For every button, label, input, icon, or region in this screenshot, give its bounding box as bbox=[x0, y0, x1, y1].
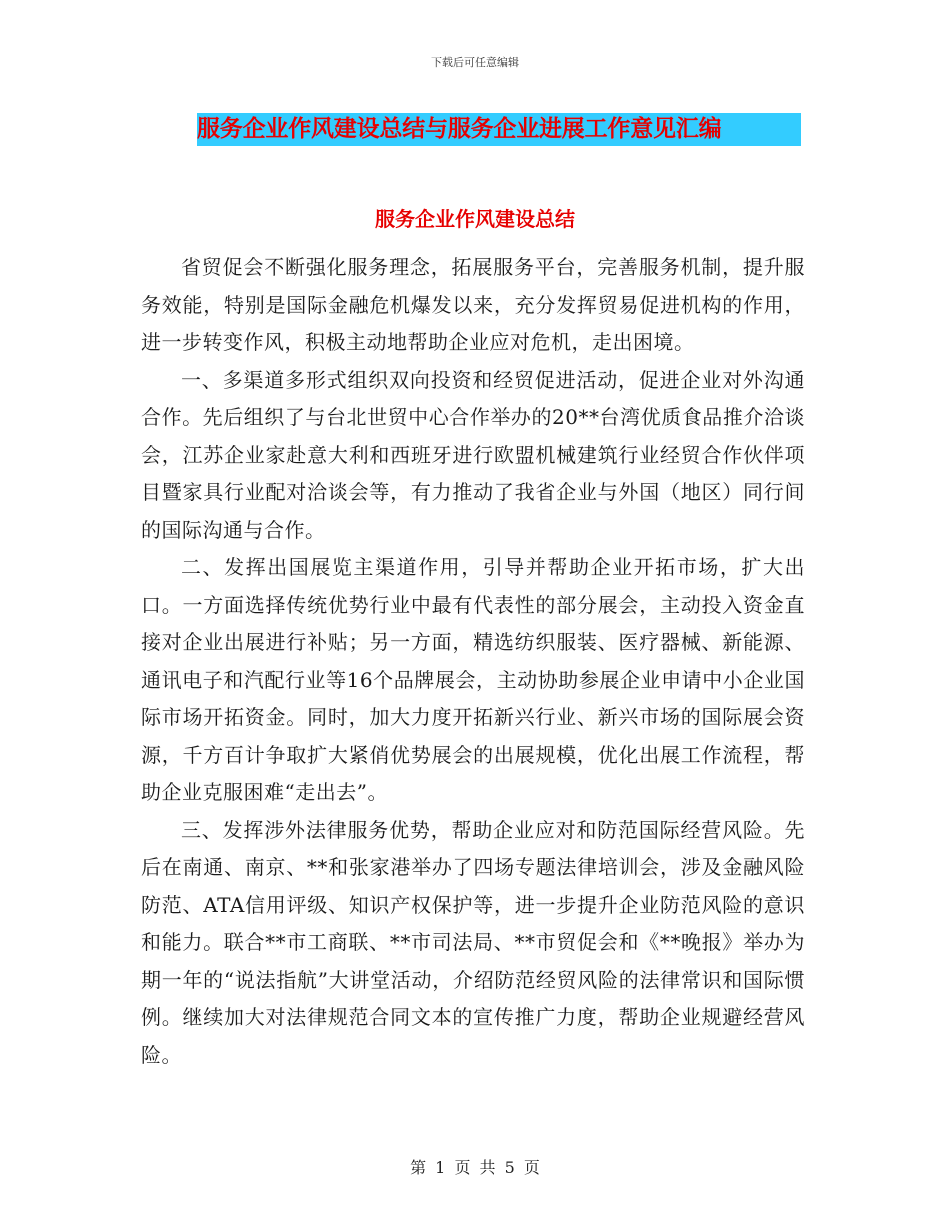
paragraph-point-3: 三、发挥涉外法律服务优势，帮助企业应对和防范国际经营风险。先后在南通、南京、**和张家港举办了四场专题法律培训会，涉及金融风险防范、ATA信用评级、知识产权保护等，进一步提升企业防范风险的意识和能力。联合**市工商联、**市司法局、**市贸促会和《**晚报》举办为期一年的“说法指航”大讲堂活动，介绍防范经贸风险的法律常识和国际惯例。继续加大对法律规范合同文本的宣传推广力度，帮助企业规避经营风险。 bbox=[141, 817, 805, 1067]
document-title: 服务企业作风建设总结与服务企业进展工作意见汇编 bbox=[197, 113, 801, 146]
section-title: 服务企业作风建设总结 bbox=[375, 207, 575, 231]
paragraph-point-2: 二、发挥出国展览主渠道作用，引导并帮助企业开拓市场，扩大出口。一方面选择传统优势行业中最有代表性的部分展会，主动投入资金直接对企业出展进行补贴；另一方面，精选纺织服装、医疗器械、新能源、通讯电子和汽配行业等16个品牌展会，主动协助参展企业申请中小企业国际市场开拓资金。同时，加大力度开拓新兴行业、新兴市场的国际展会资源，千方百计争取扩大紧俏优势展会的出展规模，优化出展工作流程，帮助企业克服困难“走出去”。 bbox=[141, 555, 805, 804]
header-note: 下载后可任意编辑 bbox=[431, 56, 519, 69]
document-body bbox=[141, 249, 805, 1074]
page-number: 第 1 页 共 5 页 bbox=[410, 1158, 540, 1177]
paragraph-intro: 省贸促会不断强化服务理念，拓展服务平台，完善服务机制，提升服务效能，特别是国际金融危机爆发以来，充分发挥贸易促进机构的作用，进一步转变作风，积极主动地帮助企业应对危机，走出困境。 bbox=[141, 255, 805, 354]
paragraph-point-1: 一、多渠道多形式组织双向投资和经贸促进活动，促进企业对外沟通合作。先后组织了与台北世贸中心合作举办的20**台湾优质食品推介洽谈会，江苏企业家赴意大利和西班牙进行欧盟机械建筑行业经贸合作伙伴项目暨家具行业配对洽谈会等，有力推动了我省企业与外国（地区）同行间的国际沟通与合作。 bbox=[141, 367, 805, 542]
